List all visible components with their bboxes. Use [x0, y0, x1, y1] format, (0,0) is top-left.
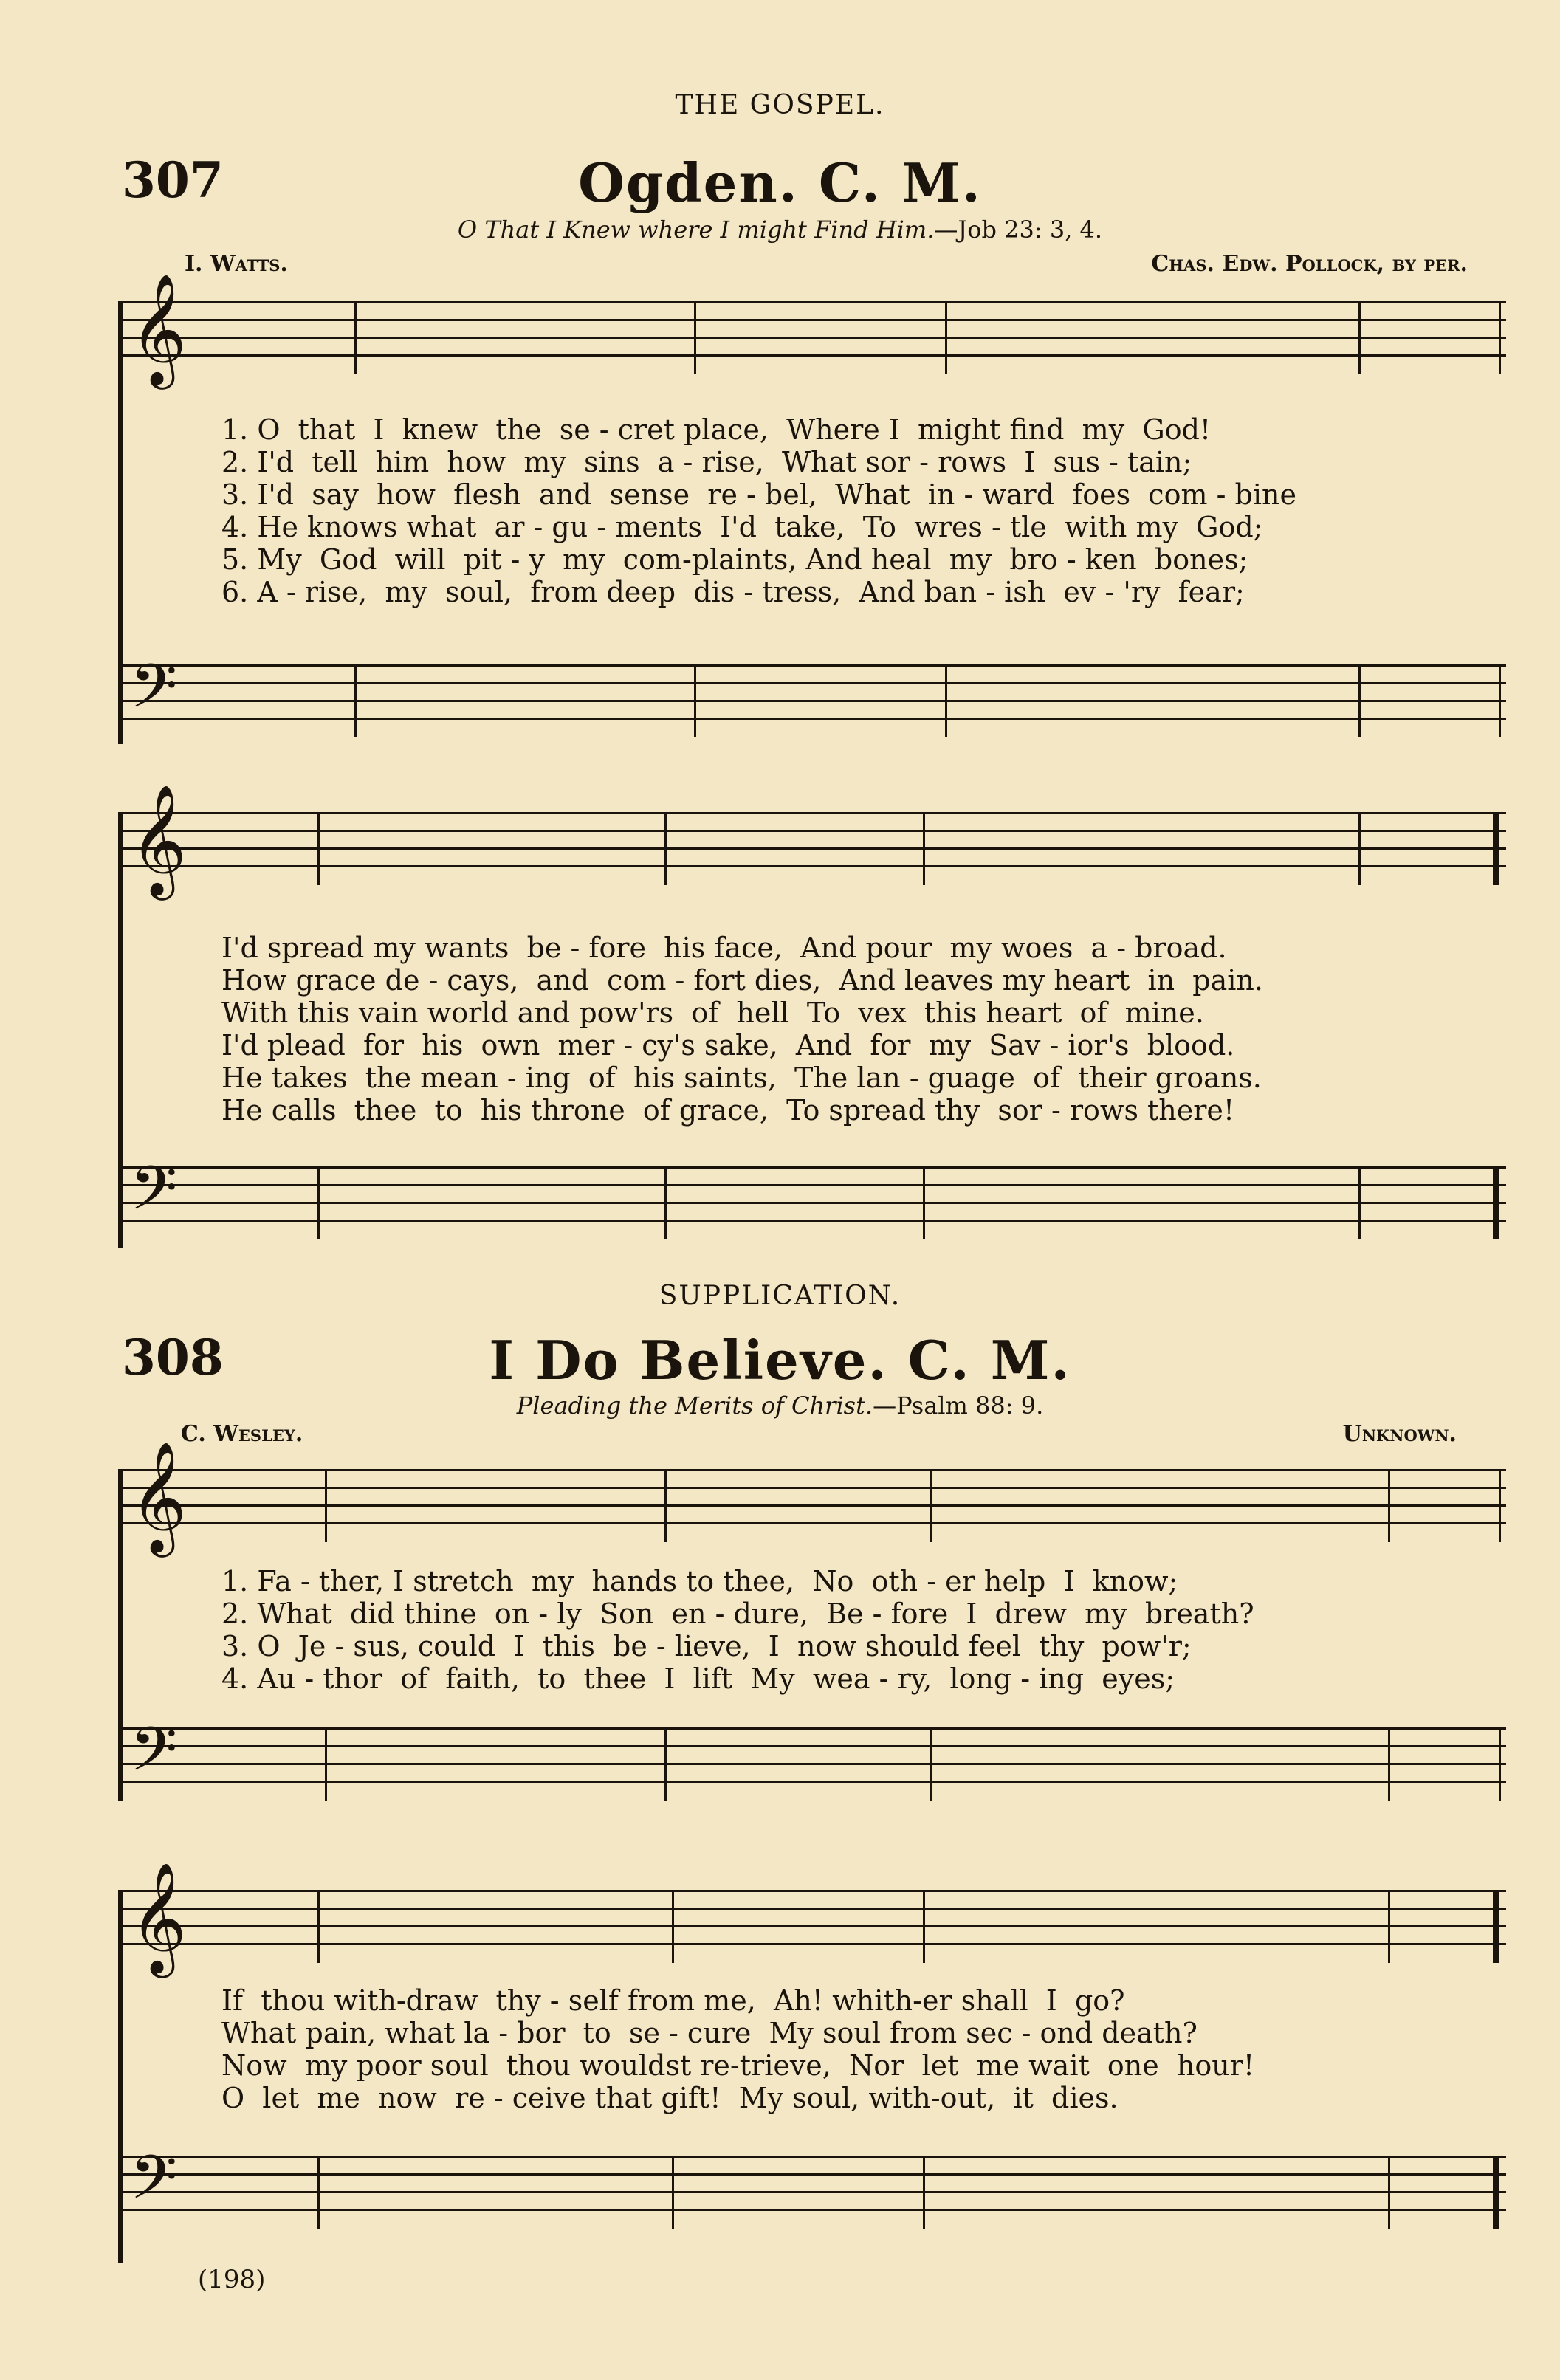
barline: [317, 1166, 320, 1239]
hymn-number-307: 307: [122, 151, 224, 209]
hymn-subtitle-308: [0, 1392, 1560, 1420]
treble-staff: [118, 1440, 1506, 1552]
verses-308-line1: [221, 1565, 1477, 1695]
final-barline: [1493, 1166, 1499, 1239]
barline: [945, 301, 947, 374]
lyric-line: 1. Fa - ther, I stretch my hands to thee, No oth - er help I know;: [221, 1565, 1178, 1597]
verses-308-line2: [221, 1984, 1477, 2114]
barline: [694, 664, 696, 737]
barline: [664, 1727, 667, 1801]
treble-clef-icon: 𝄞: [130, 272, 187, 385]
hymn-number-308: 308: [122, 1329, 224, 1386]
barline: [672, 1890, 674, 1963]
barline: [664, 812, 667, 885]
bass-clef-icon: 𝄢: [130, 2142, 178, 2228]
final-barline: [1493, 812, 1499, 885]
barline: [664, 1166, 667, 1239]
barline: [923, 812, 925, 885]
barline: [923, 1890, 925, 1963]
barline: [1358, 812, 1361, 885]
barline: [1358, 301, 1361, 374]
lyric-line: Now my poor soul thou wouldst re-trieve, Nor let me wait one hour!: [221, 2049, 1255, 2082]
staff-lines: [118, 2156, 1506, 2226]
bass-clef-icon: 𝄢: [130, 1713, 178, 1800]
barline: [1499, 664, 1501, 737]
hymn-subtitle-307: [0, 216, 1560, 244]
subtitle-text: O That I Knew where I might Find Him.: [457, 216, 935, 244]
lyric-line: I'd plead for his own mer - cy's sake, And for my Sav - ior's blood.: [221, 1029, 1235, 1062]
bass-staff: [118, 650, 1506, 738]
staff-lines: [118, 812, 1506, 883]
composer-credit: Chas. Edw. Pollock, by per.: [1151, 251, 1468, 277]
barline: [1358, 664, 1361, 737]
final-barline: [1493, 2156, 1499, 2229]
section-header: SUPPLICATION.: [659, 1281, 901, 1311]
lyric-line: He takes the mean - ing of his saints, The lan - guage of their groans.: [221, 1062, 1262, 1094]
lyric-line: 6. A - rise, my soul, from deep dis - tress, And ban - ish ev - 'ry fear;: [221, 576, 1245, 608]
barline: [317, 2156, 320, 2229]
barline: [923, 2156, 925, 2229]
bass-staff: [118, 2142, 1506, 2229]
bass-clef-icon: 𝄢: [130, 650, 178, 737]
barline: [325, 1469, 327, 1542]
barline: [1388, 2156, 1390, 2229]
staff-lines: [118, 301, 1506, 372]
author-credit: I. Watts.: [185, 251, 288, 277]
lyric-line: 5. My God will pit - y my com-plaints, And heal my bro - ken bones;: [221, 543, 1248, 576]
barline: [1499, 301, 1501, 374]
barline: [1499, 1469, 1501, 1542]
lyric-line: He calls thee to his throne of grace, To spread thy sor - rows there!: [221, 1094, 1235, 1127]
hymn-title-307: Ogden. C. M.: [578, 151, 982, 214]
treble-clef-icon: 𝄞: [130, 1440, 187, 1552]
barline: [930, 1469, 932, 1542]
barline: [317, 1890, 320, 1963]
treble-staff: [118, 1861, 1506, 1973]
lyric-line: O let me now re - ceive that gift! My soul, with-out, it dies.: [221, 2082, 1119, 2114]
lyric-line: I'd spread my wants be - fore his face, And pour my woes a - broad.: [221, 932, 1227, 964]
barline: [325, 1727, 327, 1801]
barline: [1388, 1469, 1390, 1542]
treble-clef-icon: 𝄞: [130, 1861, 187, 1973]
lyric-line: With this vain world and pow'rs of hell To vex this heart of mine.: [221, 997, 1204, 1029]
verses-307-line1: [221, 413, 1477, 608]
barline: [945, 664, 947, 737]
lyric-line: 4. Au - thor of faith, to thee I lift My wea - ry, long - ing eyes;: [221, 1662, 1175, 1695]
lyric-line: 1. O that I knew the se - cret place, Where I might find my God!: [221, 413, 1212, 446]
lyric-line: How grace de - cays, and com - fort dies, And leaves my heart in pain.: [221, 964, 1263, 997]
staff-lines: [118, 1890, 1506, 1961]
final-barline: [1493, 1890, 1499, 1963]
barline: [354, 664, 357, 737]
barline: [1388, 1727, 1390, 1801]
bass-clef-icon: 𝄢: [130, 1152, 178, 1239]
barline: [664, 1469, 667, 1542]
running-head: THE GOSPEL.: [675, 90, 885, 120]
page-number: (198): [198, 2265, 266, 2294]
lyric-line: What pain, what la - bor to se - cure My soul from sec - ond death?: [221, 2017, 1198, 2049]
barline: [672, 2156, 674, 2229]
author-credit: C. Wesley.: [181, 1421, 303, 1447]
barline: [923, 1166, 925, 1239]
treble-clef-icon: 𝄞: [130, 783, 187, 895]
lyric-line: 2. What did thine on - ly Son en - dure, Be - fore I drew my breath?: [221, 1597, 1254, 1630]
composer-credit: Unknown.: [1342, 1421, 1457, 1447]
barline: [1358, 1166, 1361, 1239]
lyric-line: If thou with-draw thy - self from me, Ah! whith-er shall I go?: [221, 1984, 1125, 2017]
barline: [317, 812, 320, 885]
barline: [694, 301, 696, 374]
subtitle-text: Pleading the Merits of Christ.: [516, 1392, 873, 1420]
barline: [354, 301, 357, 374]
hymn-title-308: I Do Believe. C. M.: [489, 1329, 1071, 1392]
barline: [1499, 1727, 1501, 1801]
treble-staff: [118, 272, 1506, 385]
lyric-line: 2. I'd tell him how my sins a - rise, What sor - rows I sus - tain;: [221, 446, 1192, 478]
staff-lines: [118, 1166, 1506, 1237]
barline: [1388, 1890, 1390, 1963]
lyric-line: 3. O Je - sus, could I this be - lieve, I now should feel thy pow'r;: [221, 1630, 1192, 1662]
lyric-line: 4. He knows what ar - gu - ments I'd take, To wres - tle with my God;: [221, 511, 1263, 543]
barline: [930, 1727, 932, 1801]
lyric-line: 3. I'd say how flesh and sense re - bel, What in - ward foes com - bine: [221, 478, 1296, 511]
bass-staff: [118, 1713, 1506, 1801]
scripture-ref: —Job 23: 3, 4.: [934, 216, 1103, 244]
treble-staff: [118, 783, 1506, 895]
verses-307-line2: [221, 932, 1477, 1127]
staff-lines: [118, 664, 1506, 735]
scripture-ref: —Psalm 88: 9.: [873, 1392, 1044, 1420]
bass-staff: [118, 1152, 1506, 1240]
